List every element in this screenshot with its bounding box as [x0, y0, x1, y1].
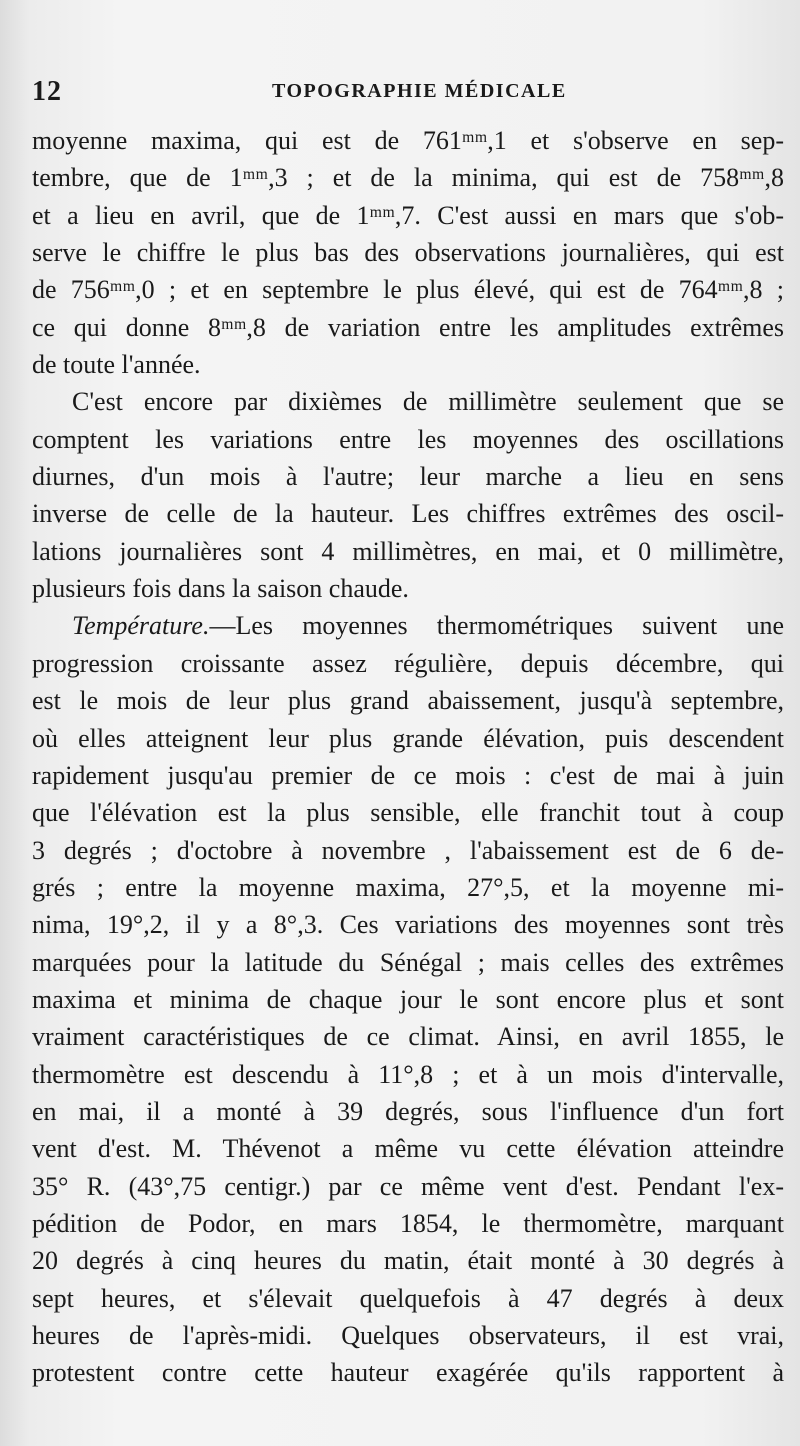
- page-number: 12: [32, 76, 62, 107]
- text-line: lations journalières sont 4 millimètres, en mai, et 0 millimètre,: [32, 536, 784, 566]
- section-heading: Température.: [72, 611, 210, 641]
- text-line: ce qui donne 8ᵐᵐ,8 de variation entre les amplitudes extrêmes: [32, 312, 784, 342]
- text-line: et a lieu en avril, que de 1ᵐᵐ,7. C'est aussi en mars que s'ob-: [32, 200, 784, 230]
- text-line: 3 degrés ; d'octobre à novembre , l'abaissement est de 6 de-: [32, 835, 784, 865]
- text-line: de toute l'année.: [32, 350, 201, 380]
- text-line: rapidement jusqu'au premier de ce mois : c'est de mai à juin: [32, 760, 784, 790]
- running-title: TOPOGRAPHIE MÉDICALE: [272, 80, 567, 102]
- text-line: vraiment caractéristiques de ce climat. Ainsi, en avril 1855, le: [32, 1022, 784, 1052]
- text-line: en mai, il a monté à 39 degrés, sous l'influence d'un fort: [32, 1096, 784, 1126]
- text-line: sept heures, et s'élevait quelquefois à 47 degrés à deux: [32, 1283, 784, 1313]
- text-line: vent d'est. M. Thévenot a même vu cette élévation atteindre: [32, 1134, 784, 1164]
- text-line: plusieurs fois dans la saison chaude.: [32, 574, 409, 604]
- text-line: thermomètre est descendu à 11°,8 ; et à un mois d'intervalle,: [32, 1059, 784, 1089]
- text-line: moyenne maxima, qui est de 761ᵐᵐ,1 et s'observe en sep-: [32, 126, 784, 155]
- text-line: C'est encore par dixièmes de millimètre seulement que se: [72, 387, 784, 417]
- text-line: progression croissante assez régulière, depuis décembre, qui: [32, 648, 784, 678]
- text-line: pédition de Podor, en mars 1854, le thermomètre, marquant: [32, 1208, 784, 1238]
- text-line: protestent contre cette hauteur exagérée qu'ils rapportent à: [32, 1358, 784, 1388]
- text-line: de 756ᵐᵐ,0 ; et en septembre le plus élevé, qui est de 764ᵐᵐ,8 ;: [32, 275, 784, 305]
- text-line: où elles atteignent leur plus grande élévation, puis descendent: [32, 723, 784, 753]
- text-line: inverse de celle de la hauteur. Les chiffres extrêmes des oscil-: [32, 499, 784, 529]
- text-line: diurnes, d'un mois à l'autre; leur marche a lieu en sens: [32, 462, 784, 492]
- text-line: —Les moyennes thermométriques suivent une: [209, 611, 784, 641]
- text-line: tembre, que de 1ᵐᵐ,3 ; et de la minima, qui est de 758ᵐᵐ,8: [32, 163, 784, 193]
- text-line: 35° R. (43°,75 centigr.) par ce même vent d'est. Pendant l'ex-: [32, 1171, 784, 1201]
- text-line: heures de l'après-midi. Quelques observateurs, il est vrai,: [32, 1321, 784, 1350]
- text-line: marquées pour la latitude du Sénégal ; mais celles des extrêmes: [32, 947, 784, 977]
- text-line: que l'élévation est la plus sensible, elle franchit tout à coup: [32, 798, 784, 828]
- text-line: serve le chiffre le plus bas des observations journalières, qui est: [32, 238, 784, 268]
- text-line: 20 degrés à cinq heures du matin, était monté à 30 degrés à: [32, 1246, 784, 1276]
- text-line: maxima et minima de chaque jour le sont encore plus et sont: [32, 984, 784, 1014]
- text-line: est le mois de leur plus grand abaissement, jusqu'à septembre,: [32, 686, 784, 716]
- body-text: [32, 122, 784, 1392]
- text-line: comptent les variations entre les moyennes des oscillations: [32, 424, 784, 454]
- text-line: nima, 19°,2, il y a 8°,3. Ces variations des moyennes sont très: [32, 910, 784, 940]
- text-line: grés ; entre la moyenne maxima, 27°,5, et la moyenne mi-: [32, 872, 784, 902]
- paragraph-temperature-first-line: [32, 607, 784, 644]
- page-header: [32, 72, 772, 112]
